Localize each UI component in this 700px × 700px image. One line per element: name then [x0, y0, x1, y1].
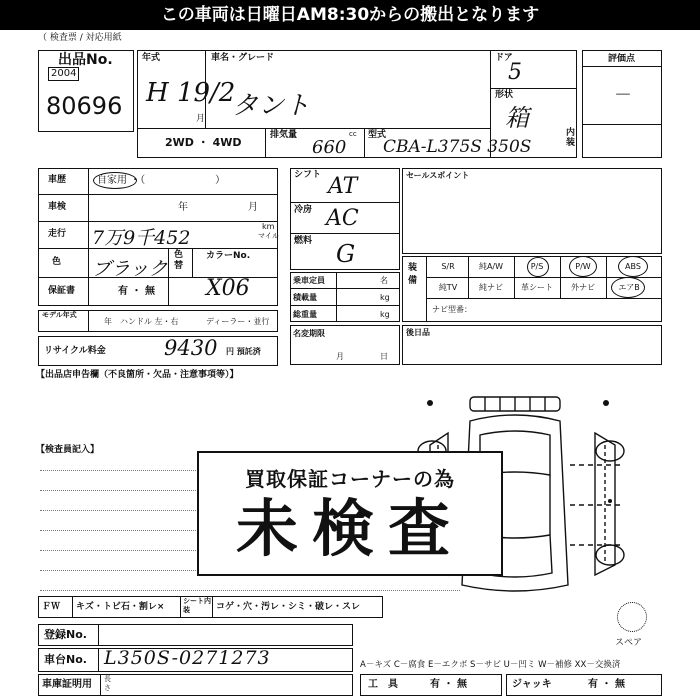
- gross-label: 総重量: [293, 310, 317, 319]
- recycle-label: リサイクル料金: [44, 346, 106, 356]
- name-change-month: 月: [336, 352, 344, 361]
- equip-alloy-wheel: 純A/W: [478, 262, 504, 271]
- shift-value: AT: [328, 174, 358, 199]
- chassis-label: 車台No.: [44, 653, 87, 666]
- year-month-unit: 月: [196, 114, 206, 124]
- shift-label: シフト: [294, 170, 322, 180]
- equip-power-steering: P/S: [530, 262, 544, 271]
- seat-label: シート内装: [183, 597, 211, 614]
- displacement-label: 排気量: [270, 130, 298, 140]
- drive-value: 2WD ・ 4WD: [165, 136, 242, 149]
- history-label: 車歴: [48, 175, 67, 185]
- score-label: 評価点: [608, 54, 636, 64]
- garage-cert-label: 車庫証明用: [42, 679, 92, 690]
- recycle-value: 9430: [164, 336, 218, 360]
- pw-circle: [569, 256, 597, 277]
- warranty-options: 有 ・ 無: [118, 286, 155, 297]
- ps-circle: [527, 257, 549, 277]
- model-type-value: CBA-L375S 350S: [383, 137, 532, 157]
- equip-sunroof: S/R: [441, 262, 455, 271]
- stamp-line-1: 買取保証コーナーの為: [245, 467, 455, 491]
- equipment-label: 装備: [408, 263, 418, 286]
- doors-value: 5: [508, 60, 522, 85]
- reg-no-label: 登録No.: [44, 628, 87, 641]
- color-code-label: カラーNo.: [206, 251, 251, 261]
- year-value: H 19/2: [146, 78, 236, 108]
- load-unit: kg: [380, 293, 390, 302]
- inspection-month-unit: 月: [248, 202, 258, 213]
- garage-length-label: 長さ: [104, 675, 111, 692]
- navi-model-label: ナビ型番：: [432, 305, 472, 314]
- mileage-value: 7万9千452: [92, 227, 191, 249]
- model-year-unit: 年: [104, 317, 112, 326]
- rear-items-box: [402, 325, 662, 365]
- equip-abs: ABS: [625, 262, 641, 271]
- notice-banner: この車両は日曜日AM8:30からの搬出となります: [0, 0, 700, 30]
- shape-value: 箱: [505, 104, 529, 132]
- seat-desc: コゲ・穴・汚レ・シミ・破レ・スレ: [216, 602, 361, 612]
- interior-label: 内装: [566, 128, 576, 148]
- load-label: 積載量: [293, 293, 317, 302]
- mileage-mile: マイル: [258, 232, 279, 240]
- fuel-value: G: [336, 240, 356, 268]
- color-change-label: 色替: [174, 250, 184, 271]
- warranty-label: 保証書: [48, 286, 76, 296]
- chassis-value: L350S-0271273: [104, 647, 271, 669]
- damage-legend: A－キズ C－腐食 E－エクボ S－サビ U－凹ミ W－補修 XX－交換済: [360, 660, 621, 670]
- equip-navi: 純ナビ: [479, 283, 503, 292]
- stamp-line-2: 未検査: [235, 492, 464, 565]
- capacity-label: 乗車定員: [293, 276, 325, 285]
- displacement-unit: cc: [349, 130, 357, 138]
- spare-tire-icon: [617, 602, 647, 632]
- jack-options: 有 ・ 無: [588, 679, 625, 690]
- name-change-label: 名変期限: [293, 329, 325, 338]
- score-value: －: [614, 85, 632, 106]
- gross-unit: kg: [380, 310, 390, 319]
- tools-label: 工 具: [368, 679, 398, 690]
- capacity-unit: 名: [380, 276, 388, 285]
- handle-options: ハンドル 左・右: [120, 317, 179, 326]
- rear-items-label: 後日品: [406, 328, 430, 337]
- abs-circle: [618, 256, 648, 277]
- doors-label: ドア: [495, 53, 513, 63]
- lot-label: 出品No.: [58, 52, 113, 68]
- recycle-unit: 円 預託済: [226, 347, 261, 356]
- shape-label: 形状: [495, 90, 514, 100]
- color-value: ブラック: [92, 258, 168, 280]
- lot-year: 2004: [48, 67, 79, 81]
- displacement-value: 660: [312, 137, 347, 158]
- sheet-header-note: （ 検査票 / 対応用紙: [38, 33, 122, 43]
- fw-label: ＦＷ: [42, 602, 61, 612]
- color-code-value: X06: [206, 276, 250, 301]
- model-year-label: モデル年式: [42, 311, 77, 319]
- name-change-day: 日: [380, 352, 388, 361]
- lot-number: 80696: [46, 92, 123, 120]
- ac-label: 冷房: [294, 205, 313, 215]
- seller-notes-label: 【出品店申告欄（不良箇所・欠品・注意事項等）】: [36, 370, 239, 380]
- fuel-label: 燃料: [294, 236, 313, 246]
- mileage-km: km: [262, 222, 275, 231]
- history-options: 自家用 ・（ ）: [97, 175, 226, 186]
- inspection-label: 車検: [48, 202, 67, 212]
- equip-airbag: エアB: [618, 283, 640, 292]
- jack-label: ジャッキ: [512, 679, 552, 690]
- equip-ext-navi: 外ナビ: [571, 283, 595, 292]
- year-label: 年式: [142, 53, 161, 63]
- spare-label: スペア: [615, 638, 643, 648]
- dealer-options: ディーラー・並行: [206, 317, 270, 326]
- equip-leather: 革シート: [521, 283, 553, 292]
- inspector-notes-label: 【検査員記入】: [36, 445, 100, 455]
- mileage-label: 走行: [48, 229, 67, 239]
- private-use-circle: [93, 172, 137, 189]
- airbag-circle: [611, 277, 645, 298]
- inspection-year-unit: 年: [178, 202, 188, 213]
- equip-tv: 純TV: [438, 283, 458, 292]
- fw-desc: キズ・トビ石・割レ×: [76, 602, 165, 612]
- sales-point-label: セールスポイント: [406, 171, 470, 180]
- model-type-label: 型式: [368, 130, 387, 140]
- ac-value: AC: [326, 206, 359, 231]
- color-label: 色: [52, 257, 62, 267]
- not-inspected-stamp: [197, 451, 503, 576]
- equip-power-window: P/W: [575, 262, 591, 271]
- model-name-value: タント: [232, 91, 311, 121]
- tools-options: 有 ・ 無: [430, 679, 467, 690]
- model-name-label: 車名・グレード: [211, 53, 275, 63]
